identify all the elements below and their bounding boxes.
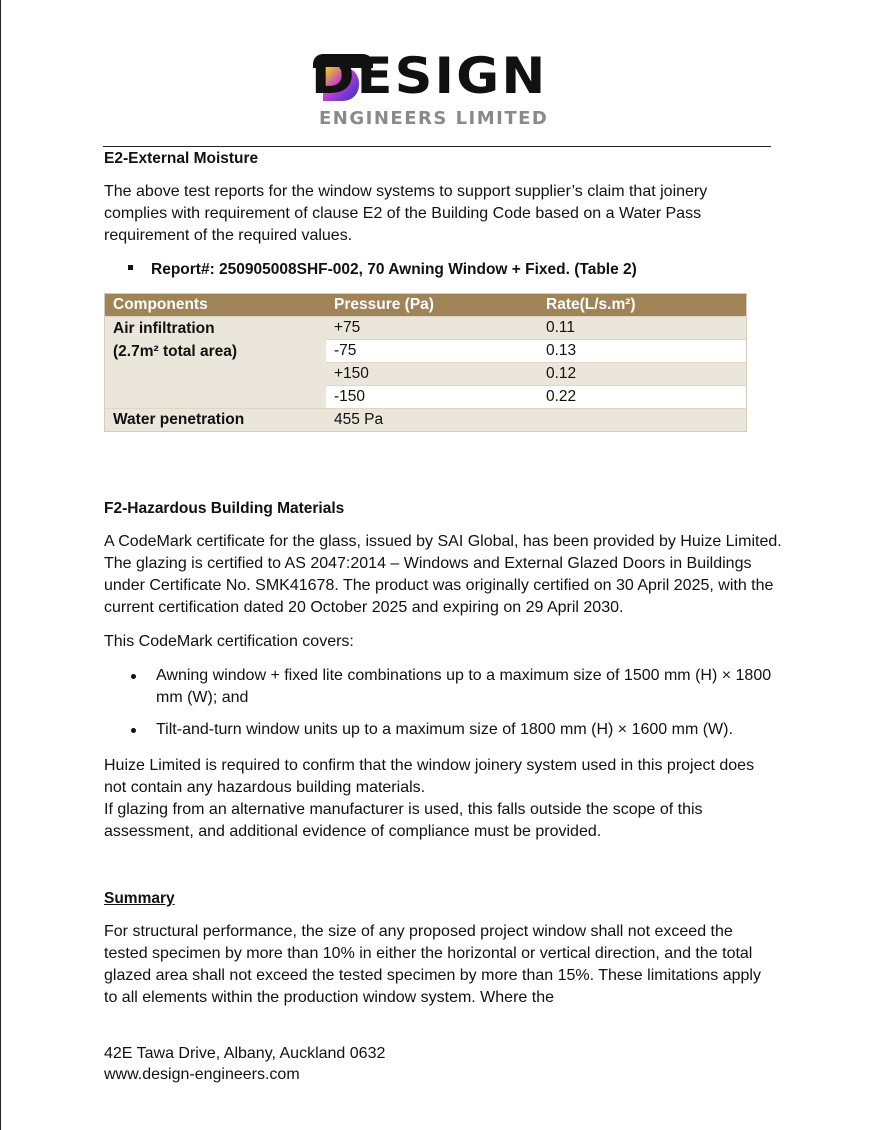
- air-infiltration-area: (2.7m² total area): [113, 343, 238, 360]
- table-row: [105, 409, 747, 432]
- header-components: Components: [105, 294, 327, 317]
- water-penetration-value: 455 Pa: [326, 409, 538, 432]
- logo-brand-text: DESIGN: [311, 47, 548, 105]
- square-bullet-icon: [128, 265, 133, 270]
- air-infiltration-cell: [105, 317, 327, 409]
- company-logo: [311, 47, 563, 129]
- rate-cell: 0.13: [538, 340, 747, 363]
- pressure-cell: +150: [326, 363, 538, 386]
- f2-closing: [104, 755, 774, 843]
- pressure-cell: -150: [326, 386, 538, 409]
- test-results-table: [104, 293, 747, 432]
- f2-paragraph: A CodeMark certificate for the glass, issued by SAI Global, has been provided by Huize Limited. The glazing is certified to AS 2047:2014 – Windows and External Glazed Doors in Buildings under Certificate No. SMK41678. The product was originally certified on 30 April 2025, with the current certification dated 20 October 2025 and expiring on 29 April 2030.: [104, 533, 782, 616]
- bullet-icon: [131, 728, 136, 733]
- header-rate: Rate(L/s.m²): [538, 294, 747, 317]
- list-item: [104, 719, 784, 741]
- f2-covers-intro: This CodeMark certification covers:: [104, 633, 354, 650]
- summary-paragraph: For structural performance, the size of any proposed project window shall not exceed the tested specimen by more than 10% in either the horizontal or vertical direction, and the total glazed area shall not exceed the tested specimen by more than 15%. These limitations apply to all elements within the production window system. Where the: [104, 923, 761, 1006]
- page-footer: [104, 1043, 385, 1085]
- report-text: Report#: 250905008SHF-002, 70 Awning Window + Fixed. (Table 2): [151, 261, 637, 278]
- section-heading-f2: F2-Hazardous Building Materials: [104, 500, 345, 517]
- page-edge: [0, 0, 1, 1130]
- list-item: [104, 665, 784, 709]
- rate-cell: 0.22: [538, 386, 747, 409]
- list-item-text: Tilt-and-turn window units up to a maximum size of 1800 mm (H) × 1600 mm (W).: [156, 721, 733, 738]
- logo-subtitle: ENGINEERS LIMITED: [319, 108, 549, 129]
- section-heading-e2: E2-External Moisture: [104, 150, 259, 167]
- f2-closing-a: Huize Limited is required to confirm that the window joinery system used in this project does not contain any hazardous building materials.: [104, 757, 755, 796]
- e2-paragraph: The above test reports for the window systems to support supplier’s claim that joinery complies with requirement of clause E2 of the Building Code based on a Water Pass requirement of the required values.: [104, 183, 708, 244]
- section-heading-summary: Summary: [104, 890, 175, 907]
- air-infiltration-label: Air infiltration: [113, 320, 215, 337]
- bullet-icon: [131, 674, 136, 679]
- coverage-list: [104, 665, 784, 751]
- report-bullet: [128, 259, 637, 281]
- header-pressure: Pressure (Pa): [326, 294, 538, 317]
- footer-website[interactable]: www.design-engineers.com: [104, 1066, 300, 1083]
- rate-cell: 0.12: [538, 363, 747, 386]
- footer-address: 42E Tawa Drive, Albany, Auckland 0632: [104, 1045, 386, 1062]
- list-item-text: Awning window + fixed lite combinations up to a maximum size of 1500 mm (H) × 1800 mm (W); and: [156, 667, 772, 706]
- water-penetration-rate: [538, 409, 747, 432]
- table-header-row: [105, 294, 747, 317]
- water-penetration-label: Water penetration: [105, 409, 327, 432]
- table-row: [105, 317, 747, 340]
- header-divider: [103, 146, 771, 147]
- pressure-cell: -75: [326, 340, 538, 363]
- pressure-cell: +75: [326, 317, 538, 340]
- f2-closing-b: If glazing from an alternative manufacturer is used, this falls outside the scope of this assessment, and additional evidence of compliance must be provided.: [104, 801, 703, 840]
- rate-cell: 0.11: [538, 317, 747, 340]
